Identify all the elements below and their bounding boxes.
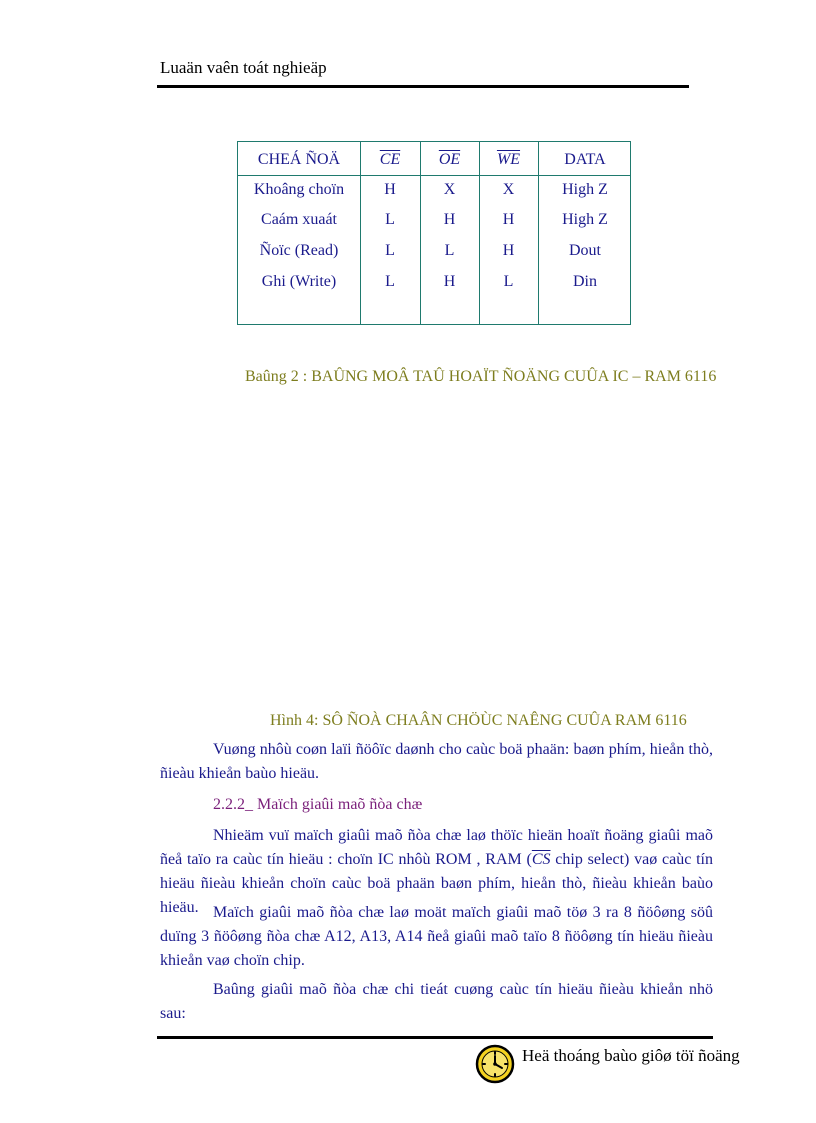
table-cell: Din xyxy=(573,273,597,290)
figure-caption: Hình 4: SÔ ÑOÀ CHAÂN CHÖÙC NAÊNG CUÛA RAM 6116 xyxy=(270,712,687,729)
clock-icon xyxy=(475,1044,515,1084)
column-rule xyxy=(538,142,539,324)
table-cell: L xyxy=(385,273,395,290)
table-cell: L xyxy=(444,242,455,259)
paragraph-reserved-memory: Vuøng nhôù coøn laïi ñöôïc daønh cho caùc boä phaän: baøn phím, hieån thò, ñieàu khieån baùo hieäu. xyxy=(160,741,713,782)
table-cell: Ñoïc (Read) xyxy=(259,242,339,259)
header-rule xyxy=(157,85,689,88)
column-rule xyxy=(479,142,480,324)
table-cell: High Z xyxy=(562,211,608,228)
table-cell: L xyxy=(503,273,514,290)
header-title: Luaän vaên toát nghieäp xyxy=(160,58,327,77)
table-cell: Ghi (Write) xyxy=(261,273,337,290)
table-cell: X xyxy=(502,181,515,198)
table-cell: Khoâng choïn xyxy=(253,181,345,198)
table-cell: H xyxy=(443,273,456,290)
column-rule xyxy=(360,142,361,324)
table-caption: Baûng 2 : BAÛNG MOÂ TAÛ HOAÏT ÑOÄNG CUÛA IC – RAM 6116 xyxy=(245,368,717,385)
table-cell: H xyxy=(502,211,515,228)
table-cell: Dout xyxy=(569,242,601,259)
column-rule xyxy=(420,142,421,324)
paragraph-text: chip select) vaø caùc tín hieäu ñieàu khieån choïn caùc boä phaän baøn phím, hieån thò, ñieàu khieån baùo hieäu. xyxy=(160,851,714,916)
mode-table xyxy=(237,141,631,325)
paragraph-text: Nhieäm vuï maïch giaûi maõ ñòa chæ laø thöïc hieän hoaït ñoäng giaûi maõ ñeå taïo ra caùc tín hieäu : choïn IC nhôù ROM , RAM ( xyxy=(160,827,713,868)
header-we: $\overline{WE}$ xyxy=(496,151,521,168)
header-ce: $\overline{CE}$ xyxy=(379,151,401,168)
table-cell: L xyxy=(385,211,395,228)
paragraph-decoder-description: Maïch giaûi maõ ñòa chæ laø moät maïch giaûi maõ töø 3 ra 8 ñöôøng söû duïng 3 ñöôøng ñòa chæ A12, A13, A14 ñeå giaûi maõ taïo 8 ñöôøng tín hieäu ñieàu khieån vaø choïn chip. xyxy=(160,904,713,969)
header-mode: CHEÁ ÑOÄ xyxy=(257,151,341,168)
table-cell: H xyxy=(384,181,396,198)
table-cell: High Z xyxy=(562,181,608,198)
cs-signal: $\overline{CS}$ xyxy=(531,851,551,868)
header-row-rule xyxy=(238,175,630,176)
header-oe: $\overline{OE}$ xyxy=(438,151,461,168)
header-data: DATA xyxy=(564,151,606,168)
footer-rule xyxy=(157,1036,713,1039)
table-cell: X xyxy=(443,181,456,198)
footer-title: Heä thoáng baùo giôø töï ñoäng xyxy=(522,1046,740,1065)
paragraph-table-intro: Baûng giaûi maõ ñòa chæ chi tieát cuøng caùc tín hieäu ñieàu khieån nhö sau: xyxy=(160,981,713,1022)
table-cell: H xyxy=(443,211,456,228)
table-cell: Caám xuaát xyxy=(261,211,337,228)
table-cell: L xyxy=(385,242,395,259)
section-heading: 2.2.2_ Maïch giaûi maõ ñòa chæ xyxy=(213,796,423,813)
table-cell: H xyxy=(502,242,515,259)
